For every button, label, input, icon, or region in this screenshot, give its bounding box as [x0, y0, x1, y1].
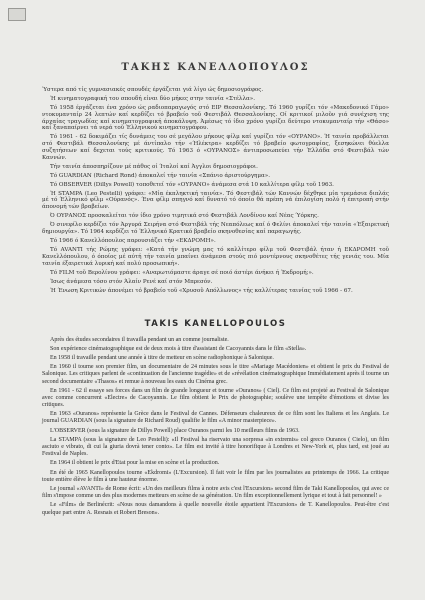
greek-paragraph: Ό ΟΥΡΑΝΟΣ προσκαλείται τόν ίδιο χρόνο τιμητικά στό Φεστιβάλ Λονδίνου καί Νέας Ύόρκης.	[50, 213, 319, 220]
greek-paragraph: Ύστερα από τίς γυμνασιακές σπουδές έργάζεται γιά λίγο ώς δημοσιογράφος.	[42, 87, 264, 93]
french-section	[42, 319, 389, 517]
greek-paragraph: Τήν ταινία άποσπηρίζουν μέ πάθος οί Ίταλοί καί Άγγλοι δημοσιογράφοι.	[50, 163, 258, 170]
greek-paragraph: Τό OBSERVER (Dillys Powell) τοποθετεί τόν «ΟΥΡΑΝΟ» άνάμεσα στά 10 καλλίτερα φίλμ τοῦ 1963.	[50, 181, 334, 188]
corner-stamp-icon	[8, 8, 26, 21]
greek-title: ΤΑΚΗΣ ΚΑΝΕΛΛΟΠΟΥΛΟΣ	[121, 62, 310, 73]
french-paragraph: Son expérience cinématographique est de deux mois à titre d'assistant de Cacoyannis dans le film «Stella».	[50, 345, 307, 352]
greek-paragraph: Τό 1966 ό Κανελλόπουλος παρουσιάζει τήν «ΕΚΔΡΟΜΗ».	[50, 238, 216, 245]
greek-paragraph: Ή STAMPA (Leo Pestelli) γράφει: «Μία έκπληκτική ταινία». Τό Φεστιβάλ τών Καννών δέχθηκε μία τρεμάσια διπλάς μέ τό Έλληνικό φίλμ «Ούρανός». Ένα φίλμ σπηγνό καί δυνατό τό όποίο θά πρέπη νά έπιλογίση πολύ ή έπιτροπή στήν άπονομή τών βραβείων.	[42, 190, 389, 211]
french-paragraph: En 1964 il obtient le prix d'Etat pour la mise en scène et la production.	[50, 460, 220, 467]
french-paragraph: L'OBSERVER (sous la signature de Dillys Powell) place Ouranos parmi les 10 meilleurs films de 1963.	[50, 427, 300, 434]
greek-paragraph: Τό 1958 έργάζεται ένα χρόνο ώς ραδιοπαραγωγός στό ΕΙΡ Θεσσαλονίκης. Τό 1960 γυρίζει τόν «Μακεδονικό Γάμο» ντοκυμανταίρ 24 λεπτών καί κερδίζει τό βραβείο τοῦ Φεστιβάλ Θεσσαλονίκης. Οί κριτικοί μιλοῦν γιά συνέχιση της άρχαίας τραγωδίας καί κινηματογραφική άποκάλυψη. Άμέσως τό ίδιο χρόνο γυρίζει δεύτερο ντοκυμανταίρ τήν «Θάσο» καί ξαναπαίρνει τά νερά τοῦ Έλληνικού κινηματογράφου.	[42, 104, 389, 132]
french-paragraph: En 1960 il tourne son premier film, un documentaire de 24 minutes sous le titre «Mariage Macédonien» et obtient le prix du Festival de Salonique. Les critiques parlent de «continuation de l'ancienne tragédie» et de «révélation cinématographique Immédiatement après il tourne un second documentaire «Thasos» et remue à nouveau les eaux du Cinéma grec.	[42, 364, 389, 385]
section-divider	[42, 297, 389, 319]
french-paragraph: En 1958 il travaille pendant une année à titre de metteur en scène radiophonique à Salonique.	[50, 355, 274, 362]
greek-paragraph: Τό GUARDIAN (Richard Rond) άποκαλεί τήν ταινία «Σπάνιο άριστούργημα».	[50, 172, 271, 179]
french-paragraph: Le «Film» de Berlinécrit: «Nous nous damandons à quelle nouvelle étoile appartient l'Excursion» de T. Kanellopoulos. Peut-être c'est quelque part entre A. Resnais et Robert Breson».	[42, 502, 389, 516]
greek-paragraph: Τό FILM τοῦ Βερολίνου γράφει: «Αναρωτιόμαστε άραγε σέ ποιό άστέρι άνήκει ή Έκδρομή;».	[50, 269, 314, 276]
greek-paragraph: Ή κινηματογραφική του σπουδή είναι δύο μήκες στην ταινία «Στέλλα».	[50, 95, 255, 102]
greek-paragraph: Τό AVANTI τής Ρώμης γράφει: «Κατά τήν γνώμη μας τό καλλίτερο φίλμ τοῦ Φεστιβάλ ήταν ή ΕΚΔΡΟΜΗ τοῦ Κανελλόπουλου, ό όποίος μέ αύτή τήν ταινία μπαίνει άνάμεσα στούς πιό μοντέρνους σκηνοθέτες τής γενιάς του. Μία ταινία έξαιρετικά λυρική καί πολύ προσωπική».	[42, 247, 389, 267]
greek-section	[42, 62, 389, 294]
french-paragraph: La STAMPA (sous la signature de Leo Pestelli): «Il Festival ha riservato una sorpresa «in extremis» col greco Ouranos ( Cielo), un film asciuto e vibrato, di cui la giuria dovrà tener conto». Le film est invité à titre honorifique à Londres et New-York et, plus tard, est joué au Festival de Naples.	[42, 436, 389, 458]
greek-paragraph: Ό σινεφίλο κερδίζει τόν Άργυρά Σειρήνα στό Φεστιβάλ τής Νεαπόλεως καί ό Φελίνι άποκαλεί τήν ταινία «Έξαιρετική δημιουργία». Τό 1964 κερδίζει τό Έλληνικό Κρατικό βραβείο σκηνοθεσίας καί παραγωγής.	[42, 222, 389, 236]
french-paragraph: Après des études secondaires il travailla pendant un an comme journaliste.	[50, 336, 229, 343]
greek-paragraph: Τό 1961 - 62 δοκιμάζει τίς δυνάμεις του σέ μεγάλου μήκους φίλμ καί γυρίζει τόν «ΟΥΡΑΝΟ». Ή ταινία προβάλλεται στό Φεστιβάλ Θεσσαλονίκης μέ άντίπαλο τήν «Ήλέκτρα» κερδίζει τό βραβείο φωτογραφίας, ξεσηκώνει θύελλα συζητήσεων καί δεχεται τούς κριτικούς. Τό 1963 ό «ΟΥΡΑΝΟΣ» άντιπροσωπεύει τήν Έλλάδα στό Φεστιβάλ τών Καννών.	[42, 134, 389, 161]
french-paragraph: En été de 1965 Kanellopoulos tourne «Ekdromi» (L'Excursion). Il fait voir le film par les journalistes au printemps de 1966. La critique toute entière élève le film à une hauteur énorme.	[42, 469, 389, 483]
french-paragraph: En 1963 «Ouranos» représente la Grèce dans le Festival de Cannes. Défenseurs chaleureux de ce film sont les Italiens et les Anglais. Le journal GUARDIAN (sous la signature de Richard Roud) qualifie le film «A minor masterpiece».	[42, 411, 389, 425]
greek-paragraph: Ή Ένωση Κριτικών άπονέμει τό βραβείο τοῦ «Χρυσοῦ Απόλλωνος» τής καλλίτερας ταινίας τοῦ 1966 - 67.	[50, 287, 353, 294]
french-paragraph: En 1961 - 62 il essaye ses forces dans un film de grande longueur et tourne «Ouranos» ( Ciel). Ce film est projeté au Festival de Salonique avec comme concurrent «Electre» de Cacoyannis. Le film obtient le Prix de photographie; soulève une tempête d'émotions et divise les critiques.	[42, 387, 389, 409]
greek-paragraph: Ίσως άνάμεσα τόσο στόν Άλαίν Ρενέ καί στόν Μπρεσόν.	[50, 278, 213, 285]
french-title: TAKIS KANELLOPOULOS	[144, 318, 287, 329]
french-paragraph: Le journal «AVANTI» de Rome écrit: «Un des meilleurs films à notre avis c'est l'Excursion» second film de Taki Kanellopoulos, qui avec ce film s'impose comme un des plus modernes metteurs en scène de sa génération. Un film exceptionnellement lyrique et tout à fait personnel! »	[42, 486, 389, 500]
